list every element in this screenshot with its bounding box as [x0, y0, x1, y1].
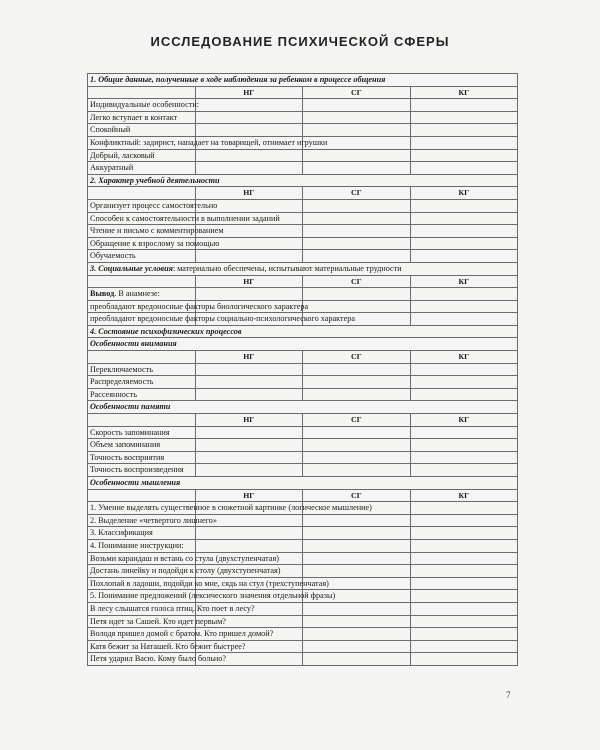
subsection-heading-row	[88, 477, 518, 490]
score-cell	[195, 527, 303, 540]
section-heading-row	[88, 174, 518, 187]
column-header: СГ	[303, 414, 411, 427]
subsection-heading-row	[88, 401, 518, 414]
subsection-heading: Особенности мышления	[88, 477, 518, 490]
subsection-heading: Особенности памяти	[88, 401, 518, 414]
table-row	[88, 439, 518, 452]
item-label: Объем запоминания	[88, 439, 196, 452]
section-heading: 2. Характер учебной деятельности	[88, 174, 518, 187]
score-cell	[303, 628, 411, 641]
item-label: 3. Классификация	[88, 527, 196, 540]
score-cell	[303, 388, 411, 401]
score-cell	[410, 590, 518, 603]
score-cell	[303, 439, 411, 452]
column-header-row	[88, 86, 518, 99]
item-label: 4. Понимание инструкции:	[88, 539, 196, 552]
score-cell	[303, 653, 411, 666]
column-header: КГ	[410, 414, 518, 427]
score-cell	[303, 199, 411, 212]
score-cell	[195, 451, 303, 464]
column-header-row	[88, 187, 518, 200]
score-cell	[410, 602, 518, 615]
score-cell	[303, 288, 411, 301]
table-row	[88, 565, 518, 578]
item-label: Чтение и письмо с комментированием	[88, 225, 196, 238]
score-cell	[303, 212, 411, 225]
score-cell	[410, 439, 518, 452]
item-label: Способен к самостоятельности в выполнении заданий	[88, 212, 196, 225]
table-row	[88, 250, 518, 263]
column-header-spacer	[88, 275, 196, 288]
item-label: В лесу слышатся голоса птиц. Кто поет в лесу?	[88, 602, 196, 615]
score-cell	[195, 388, 303, 401]
table-row	[88, 464, 518, 477]
column-header: СГ	[303, 351, 411, 364]
score-cell	[195, 363, 303, 376]
section-heading: 4. Состояние психофизических процессов	[88, 325, 518, 338]
item-label: преобладают вредоносные факторы биологического характера	[88, 300, 196, 313]
score-cell	[303, 527, 411, 540]
score-cell	[410, 502, 518, 515]
table-row	[88, 451, 518, 464]
page-number: 7	[506, 690, 511, 700]
score-cell	[303, 225, 411, 238]
table-row	[88, 225, 518, 238]
item-label: 5. Понимание предложений (лексического значения отдельной фразы)	[88, 590, 196, 603]
table-row	[88, 640, 518, 653]
score-cell	[410, 388, 518, 401]
score-cell	[303, 376, 411, 389]
table-row	[88, 590, 518, 603]
column-header: НГ	[195, 351, 303, 364]
column-header: НГ	[195, 414, 303, 427]
column-header-spacer	[88, 187, 196, 200]
column-header: КГ	[410, 351, 518, 364]
item-label	[88, 288, 196, 301]
table-row	[88, 111, 518, 124]
table-row	[88, 363, 518, 376]
column-header-row	[88, 414, 518, 427]
score-cell	[410, 451, 518, 464]
item-label: Точность воспроизведения	[88, 464, 196, 477]
column-header: НГ	[195, 275, 303, 288]
table-row	[88, 628, 518, 641]
item-label: Петя идет за Сашей. Кто идет первым?	[88, 615, 196, 628]
column-header-row	[88, 489, 518, 502]
survey-table-body	[88, 74, 518, 666]
column-header-spacer	[88, 489, 196, 502]
column-header-spacer	[88, 86, 196, 99]
score-cell	[303, 363, 411, 376]
table-row	[88, 124, 518, 137]
item-label-text: . В анамнезе:	[114, 289, 160, 299]
table-row	[88, 577, 518, 590]
score-cell	[195, 99, 303, 112]
score-cell	[410, 124, 518, 137]
score-cell	[410, 288, 518, 301]
score-cell	[303, 464, 411, 477]
table-row	[88, 212, 518, 225]
score-cell	[195, 111, 303, 124]
column-header-spacer	[88, 414, 196, 427]
section-heading	[88, 262, 518, 275]
table-row	[88, 149, 518, 162]
column-header-spacer	[88, 351, 196, 364]
score-cell	[410, 313, 518, 326]
column-header: КГ	[410, 187, 518, 200]
score-cell	[410, 237, 518, 250]
item-label: Переключаемость	[88, 363, 196, 376]
table-row	[88, 162, 518, 175]
score-cell	[303, 552, 411, 565]
score-cell	[410, 149, 518, 162]
table-row	[88, 602, 518, 615]
score-cell	[195, 439, 303, 452]
score-cell	[303, 124, 411, 137]
item-label: 2. Выделение «четвертого лишнего»	[88, 514, 196, 527]
score-cell	[410, 212, 518, 225]
column-header-row	[88, 275, 518, 288]
item-label: Катя бежит за Наташей. Кто бежит быстрее?	[88, 640, 196, 653]
score-cell	[410, 99, 518, 112]
score-cell	[410, 136, 518, 149]
score-cell	[303, 640, 411, 653]
table-row	[88, 300, 518, 313]
score-cell	[195, 250, 303, 263]
score-cell	[303, 602, 411, 615]
table-row	[88, 288, 518, 301]
subsection-heading: Особенности внимания	[88, 338, 518, 351]
table-row	[88, 99, 518, 112]
item-label: Петя ударил Васю. Кому было больно?	[88, 653, 196, 666]
table-row	[88, 615, 518, 628]
score-cell	[303, 162, 411, 175]
score-cell	[410, 539, 518, 552]
section-heading-text: : материально обеспечены, испытывают материальные трудности	[172, 263, 402, 273]
score-cell	[303, 615, 411, 628]
item-label: Рассеянность	[88, 388, 196, 401]
column-header: КГ	[410, 86, 518, 99]
table-row	[88, 199, 518, 212]
score-cell	[303, 237, 411, 250]
survey-table	[87, 73, 518, 666]
column-header: КГ	[410, 275, 518, 288]
score-cell	[195, 288, 303, 301]
score-cell	[410, 464, 518, 477]
score-cell	[410, 514, 518, 527]
score-cell	[303, 565, 411, 578]
item-label: Спокойный	[88, 124, 196, 137]
score-cell	[410, 527, 518, 540]
score-cell	[410, 225, 518, 238]
table-row	[88, 313, 518, 326]
score-cell	[303, 149, 411, 162]
score-cell	[195, 162, 303, 175]
page-title: ИССЛЕДОВАНИЕ ПСИХИЧЕСКОЙ СФЕРЫ	[150, 34, 450, 49]
score-cell	[410, 250, 518, 263]
score-cell	[195, 464, 303, 477]
score-cell	[410, 300, 518, 313]
score-cell	[410, 111, 518, 124]
score-cell	[195, 426, 303, 439]
table-row	[88, 237, 518, 250]
column-header: СГ	[303, 187, 411, 200]
item-label: Точность восприятия	[88, 451, 196, 464]
table-row	[88, 653, 518, 666]
column-header: КГ	[410, 489, 518, 502]
item-label: Похлопай в ладоши, подойди ко мне, сядь на стул (трехступенчатая)	[88, 577, 196, 590]
score-cell	[410, 615, 518, 628]
item-label: Володя пришел домой с братом. Кто пришел домой?	[88, 628, 196, 641]
column-header: НГ	[195, 187, 303, 200]
score-cell	[303, 111, 411, 124]
item-label: Конфликтный: задирист, нападает на товарищей, отнимает игрушки	[88, 136, 196, 149]
section-heading-label: 3. Социальные условия	[90, 263, 173, 273]
score-cell	[410, 552, 518, 565]
score-cell	[303, 451, 411, 464]
score-cell	[195, 124, 303, 137]
item-label: Аккуратный	[88, 162, 196, 175]
item-label: Обращение к взрослому за помощью	[88, 237, 196, 250]
score-cell	[410, 426, 518, 439]
score-cell	[410, 577, 518, 590]
section-heading: 1. Общие данные, полученные в ходе наблюдения за ребенком в процессе общения	[88, 74, 518, 87]
item-label: Распределяемость	[88, 376, 196, 389]
score-cell	[410, 363, 518, 376]
score-cell	[195, 149, 303, 162]
item-label: Возьми карандаш и встань со стула (двухступенчатая)	[88, 552, 196, 565]
score-cell	[410, 199, 518, 212]
score-cell	[303, 539, 411, 552]
score-cell	[410, 565, 518, 578]
column-header: СГ	[303, 275, 411, 288]
section-heading-row	[88, 74, 518, 87]
column-header: НГ	[195, 86, 303, 99]
score-cell	[410, 640, 518, 653]
score-cell	[195, 539, 303, 552]
score-cell	[303, 99, 411, 112]
section-heading-row	[88, 262, 518, 275]
item-label-bold: Вывод	[90, 289, 115, 299]
table-row	[88, 388, 518, 401]
subsection-heading-row	[88, 338, 518, 351]
column-header: НГ	[195, 489, 303, 502]
item-label: 1. Умение выделять существенное в сюжетной картинке (логическое мышление)	[88, 502, 196, 515]
score-cell	[410, 162, 518, 175]
column-header: СГ	[303, 86, 411, 99]
table-row	[88, 514, 518, 527]
item-label: Скорость запоминания	[88, 426, 196, 439]
item-label: Обучаемость	[88, 250, 196, 263]
table-row	[88, 136, 518, 149]
score-cell	[303, 514, 411, 527]
score-cell	[410, 653, 518, 666]
score-cell	[303, 250, 411, 263]
column-header: СГ	[303, 489, 411, 502]
item-label: Добрый, ласковый	[88, 149, 196, 162]
score-cell	[195, 376, 303, 389]
table-row	[88, 376, 518, 389]
table-row	[88, 552, 518, 565]
score-cell	[410, 628, 518, 641]
table-row	[88, 426, 518, 439]
item-label: Достань линейку и подойди к столу (двухступенчатая)	[88, 565, 196, 578]
item-label: Индивидуальные особенности:	[88, 99, 196, 112]
table-row	[88, 527, 518, 540]
score-cell	[303, 426, 411, 439]
score-cell	[410, 376, 518, 389]
table-row	[88, 539, 518, 552]
section-heading-row	[88, 325, 518, 338]
item-label: преобладают вредоносные факторы социально-психологического характера	[88, 313, 196, 326]
item-label: Легко вступает в контакт	[88, 111, 196, 124]
table-row	[88, 502, 518, 515]
column-header-row	[88, 351, 518, 364]
item-label: Организует процесс самостоятельно	[88, 199, 196, 212]
score-cell	[303, 300, 411, 313]
